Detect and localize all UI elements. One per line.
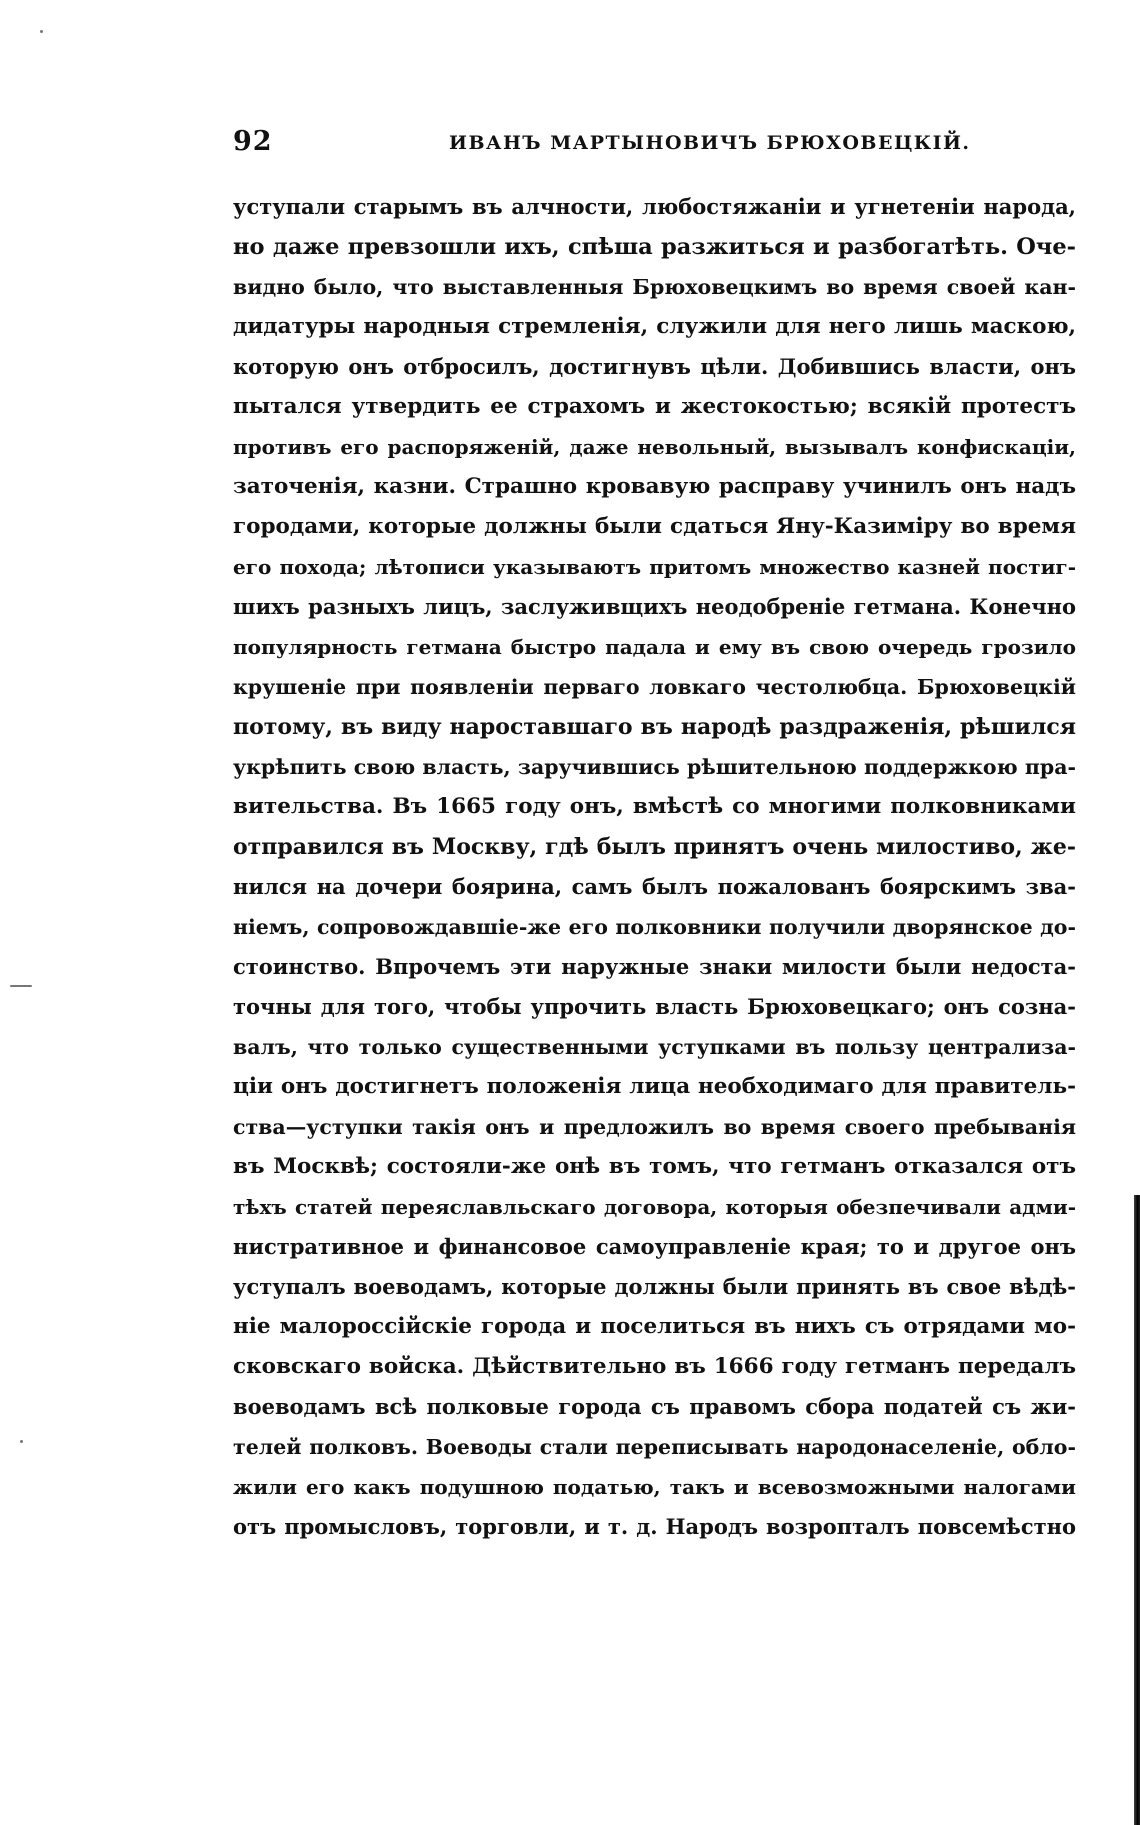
text-line: нистративное и финансовое самоуправленіе края; то и другое онъ [233,1234,1076,1259]
text-line: потому, въ виду нароставшаго въ народѣ раздраженія, рѣшился [233,714,1076,740]
text-line: жили его какъ подушною податью, такъ и всевозможными налогами [233,1475,1076,1499]
text-line: но даже превзошли ихъ, спѣша разжиться и разбогатѣть. Оче- [233,234,1076,260]
body-text [233,187,1076,1547]
binding-edge [1134,1195,1140,1825]
text-line: въ Москвѣ; состояли-же онѣ въ томъ, что гетманъ отказался отъ [233,1154,1076,1179]
text-line: укрѣпить свою власть, заручившись рѣшительною поддержкою пра- [233,755,1076,779]
text-line: тѣхъ статей переяславльскаго договора, которыя обезпечивали адми- [233,1195,1076,1219]
text-line: видно было, что выставленныя Брюховецкимъ во время своей кан- [233,275,1076,299]
text-line: воеводамъ всѣ полковые города съ правомъ сбора податей съ жи- [233,1394,1076,1419]
text-line: вительства. Въ 1665 году онъ, вмѣстѣ со многими полковниками [233,794,1076,819]
scan-speck [20,1440,23,1443]
running-title: ИВАНЪ МАРТЫНОВИЧЪ БРЮХОВЕЦКІЙ. [449,132,971,154]
text-line: городами, которые должны были сдаться Яну-Казиміру во время [233,514,1076,539]
text-line: шихъ разныхъ лицъ, заслуживщихъ неодобреніе гетмана. Конечно [233,594,1076,619]
text-line: пытался утвердить ее страхомъ и жестокостью; всякій протестъ [233,394,1076,419]
text-line: дидатуры народныя стремленія, служили для него лишь маскою, [233,314,1076,339]
page-header [233,126,1076,162]
text-line: противъ его распоряженій, даже невольный, вызывалъ конфискаціи, [233,435,1076,459]
text-line: популярность гетмана быстро падала и ему въ свою очередь грозило [233,635,1076,659]
text-line: уступалъ воеводамъ, которые должны были принять въ свое вѣдѣ- [233,1274,1076,1299]
text-line: ніемъ, сопровождавшіе-же его полковники получили дворянское до- [233,915,1076,939]
page-number: 92 [233,126,273,157]
text-line: ціи онъ достигнетъ положенія лица необходимаго для правитель- [233,1074,1076,1099]
text-line: стоинство. Впрочемъ эти наружные знаки милости были недоста- [233,954,1076,979]
text-line: уступали старымъ въ алчности, любостяжаніи и угнетеніи народа, [233,194,1076,219]
scan-speck [10,985,32,987]
scan-speck [40,30,43,33]
text-line: крушеніе при появленіи перваго ловкаго честолюбца. Брюховецкій [233,675,1076,699]
text-line: отправился въ Москву, гдѣ былъ принятъ очень милостиво, же- [233,834,1076,860]
text-line: которую онъ отбросилъ, достигнувъ цѣли. Добившись власти, онъ [233,354,1076,379]
text-line: его похода; лѣтописи указываютъ притомъ множество казней постиг- [233,555,1076,579]
text-line: точны для того, чтобы упрочить власть Брюховецкаго; онъ созна- [233,994,1076,1019]
text-line: телей полковъ. Воеводы стали переписывать народонаселеніе, обло- [233,1435,1076,1459]
text-line: заточенія, казни. Страшно кровавую расправу учинилъ онъ надъ [233,474,1076,499]
text-line: ніе малороссійскіе города и поселиться въ нихъ съ отрядами мо- [233,1314,1076,1339]
text-line: нился на дочери боярина, самъ былъ пожалованъ боярскимъ зва- [233,874,1076,899]
text-line: валъ, что только существенными уступками въ пользу централиза- [233,1035,1076,1059]
text-line: сковскаго войска. Дѣйствительно въ 1666 году гетманъ передалъ [233,1354,1076,1379]
text-line: ства—уступки такія онъ и предложилъ во время своего пребыванія [233,1115,1076,1139]
text-line: отъ промысловъ, торговли, и т. д. Народъ возропталъ повсемѣстно [233,1514,1076,1539]
